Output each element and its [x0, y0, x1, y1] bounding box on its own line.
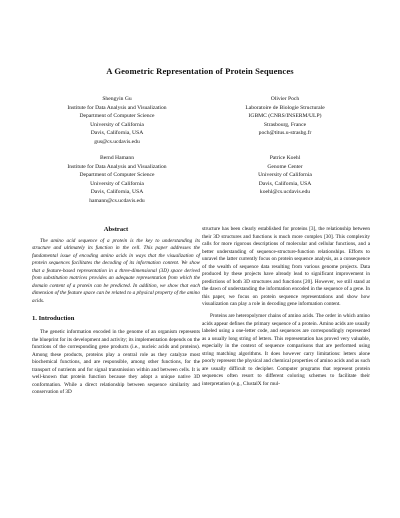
author-affiliation: University of California	[90, 180, 144, 187]
author-block-4	[210, 154, 360, 197]
author-email: hamann@cs.ucdavis.edu	[89, 197, 145, 204]
author-affiliation: Laboratoire de Biologie Structurale	[245, 104, 325, 111]
author-email: poch@titus.u-strasbg.fr	[258, 130, 312, 136]
author-name: Shengyin Gu	[102, 96, 132, 102]
author-email: koehl@cs.ucdavis.edu	[259, 189, 311, 195]
right-column	[202, 226, 370, 388]
author-affiliation: Department of Computer Science	[79, 172, 155, 178]
author-affiliation: Genome Center	[267, 163, 303, 170]
author-affiliation: Davis, California, USA	[90, 130, 144, 136]
author-affiliation: Department of Computer Science	[79, 113, 155, 119]
author-email: gus@cs.ucdavis.edu	[94, 138, 140, 145]
body-paragraph: structure has been clearly established for proteins [3], the relationship between their 3D structures and functions is much more complex [30]. This complexity calls for more rigorous descriptions of molecular and cellular functions, and a better understanding of sequence-structure-function relationships. Efforts to unravel the latter currently focus on protein sequence analysis, as a consequence of the wealth of sequence data resulting from various genome projects. Data produced by these projects have already lead to significant improvement in predictions of both 3D structures and functions [20]. However, we still stand at the dawn of understanding the information encoded in the sequence of a gene. In this paper, we focus on protein sequence representations and show how visualization can play a role in decoding gene information content.	[202, 226, 370, 308]
author-affiliation: Institute for Data Analysis and Visualization	[67, 104, 167, 111]
paper-title: A Geometric Representation of Protein Sequences	[106, 66, 294, 76]
author-block-1	[42, 95, 192, 146]
section-heading-introduction: 1. Introduction	[32, 315, 75, 323]
author-name: Patrice Koehl	[269, 155, 301, 161]
author-affiliation: Davis, California, USA	[258, 180, 312, 187]
author-affiliation: Davis, California, USA	[90, 189, 144, 195]
body-paragraph: Proteins are heteropolymer chains of amino acids. The order in which amino acids appear defines the primary sequence of a protein. Amino acids are usually labeled using a one-letter code, and sequences are correspondingly represented as a usually long string of letters. This representation has proved very valuable, especially in the context of sequence comparisons that are performed using string matching algorithms. It does however carry limitations: letters alone poorly represent the physical and chemical properties of amino acids and as such are usually difficult to decipher. Computer programs that represent protein sequences often resort to different coloring schemes to facilitate their interpretation (e.g., ClustalX for mul-	[202, 313, 370, 387]
author-name: Olivier Poch	[270, 96, 300, 102]
author-affiliation: Institute for Data Analysis and Visualization	[67, 163, 167, 170]
left-column	[32, 226, 200, 397]
abstract-heading: Abstract	[103, 226, 129, 233]
author-affiliation: Strasbourg, France	[263, 121, 307, 128]
author-block-3	[42, 154, 192, 205]
author-affiliation: IGBMC (CNRS/INSERM/ULP)	[248, 113, 322, 119]
intro-paragraph: The genetic information encoded in the genome of an organism represents the blueprint for its development and activity; its implementation depends on the functions of the corresponding gene products (i.e., nucleic acids and proteins). Among these products, proteins play a central role as they catalyze most biochemical functions, and are responsible, among other functions, for the transport of nutrients and for signal transmission within and between cells. It is well-known that protein function because they adopt a unique native 3D conformation. While a direct relationship between sequence similarity and conservation of 3D	[32, 329, 200, 396]
author-affiliation: University of California	[258, 172, 312, 178]
author-block-2	[210, 95, 360, 138]
author-name: Bernd Hamann	[99, 155, 135, 161]
author-affiliation: University of California	[90, 121, 144, 128]
abstract-text: The amino acid sequence of a protein is the key to understanding its structure and ultimately its function in the cell. This paper addresses the fundamental issue of encoding amino acids in ways that the visualization of protein sequences facilitates the decoding of its information content. We show that a feature-based representation in a three-dimensional (3D) space derived from substitution matrices provides an adequate representation from which the domain content of a protein can be predicted. In addition, we show that each dimension of the feature space can be related to a physical property of the amino acids.	[32, 237, 200, 304]
